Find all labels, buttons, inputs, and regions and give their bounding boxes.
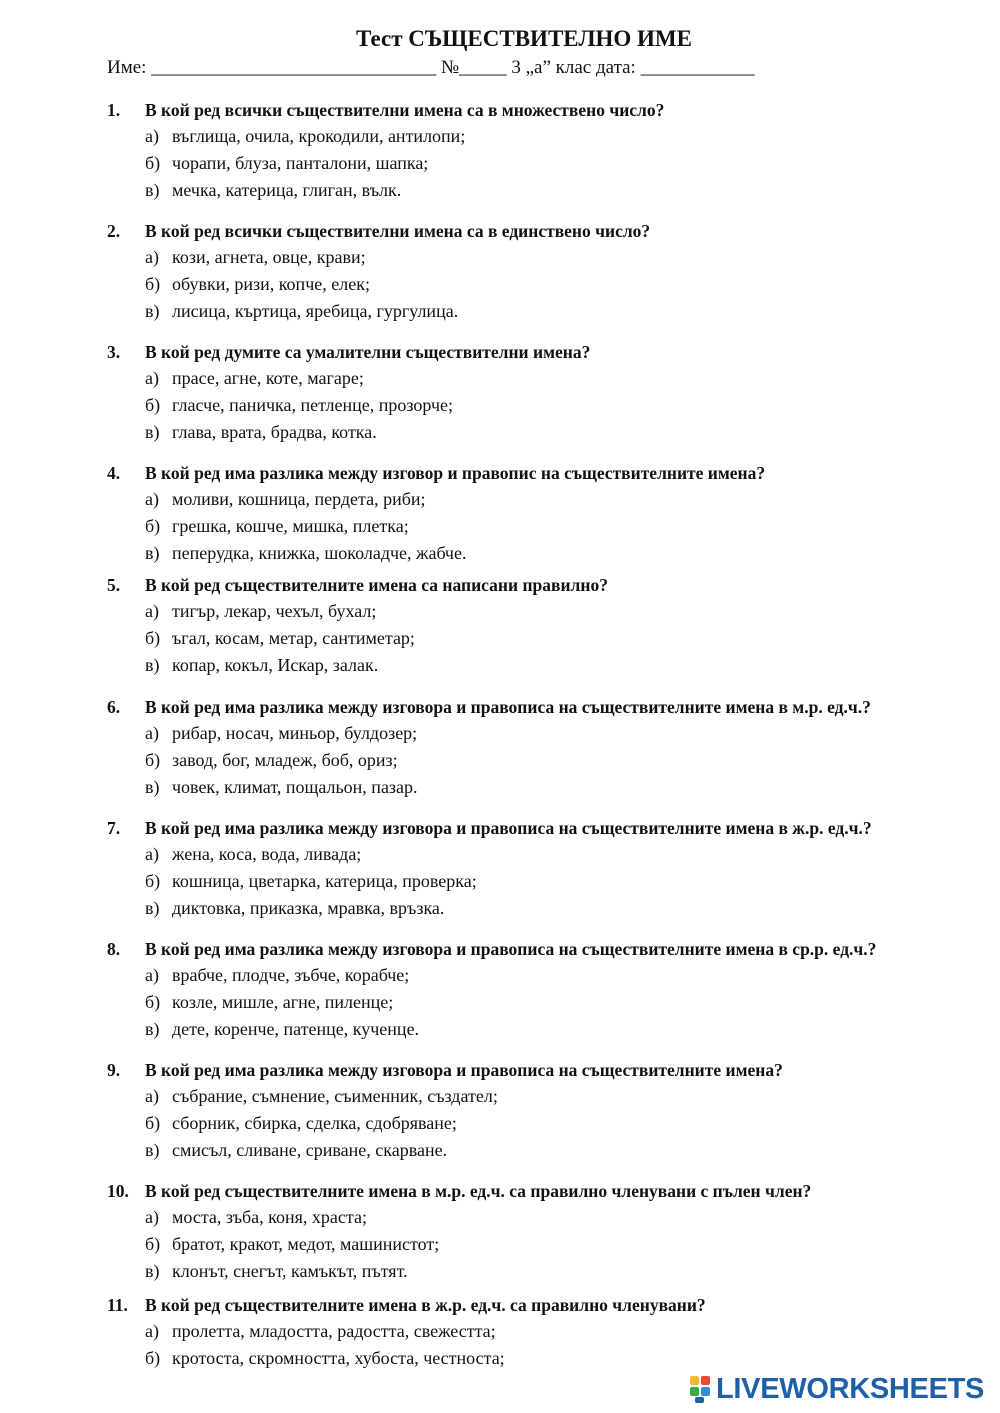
answer-option[interactable] bbox=[145, 895, 987, 922]
answer-option[interactable] bbox=[145, 1345, 987, 1372]
answer-option-text: човек, климат, пощальон, пазар. bbox=[172, 777, 418, 797]
answer-option[interactable] bbox=[145, 747, 987, 774]
answer-option-text: диктовка, приказка, мравка, връзка. bbox=[172, 898, 445, 918]
question-text: В кой ред има разлика между изговор и правопис на съществителните имена? bbox=[145, 463, 766, 483]
answer-option-label: б) bbox=[145, 1234, 161, 1254]
question-block bbox=[107, 936, 987, 1043]
question-number: 7. bbox=[107, 818, 121, 838]
answer-option-text: смисъл, сливане, сриване, скарване. bbox=[172, 1140, 448, 1160]
answer-option-text: врабче, плодче, зъбче, корабче; bbox=[172, 965, 410, 985]
answer-option[interactable] bbox=[145, 365, 987, 392]
answer-option-label: в) bbox=[145, 777, 160, 797]
question-text: В кой ред думите са умалителни съществителни имена? bbox=[145, 342, 591, 362]
answer-option[interactable] bbox=[145, 720, 987, 747]
answer-option-label: б) bbox=[145, 871, 161, 891]
answer-option-label: в) bbox=[145, 1261, 160, 1281]
question-text: В кой ред съществителните имена в ж.р. ед.ч. са правилно членувани? bbox=[145, 1295, 706, 1315]
answer-option-text: обувки, ризи, копче, елек; bbox=[172, 274, 370, 294]
question-heading bbox=[107, 218, 987, 244]
answer-option-label: а) bbox=[145, 247, 159, 267]
answer-option[interactable] bbox=[145, 1258, 987, 1285]
question-block bbox=[107, 1057, 987, 1164]
answer-option[interactable] bbox=[145, 1231, 987, 1258]
answer-option-label: в) bbox=[145, 655, 160, 675]
answer-option-label: а) bbox=[145, 126, 159, 146]
answer-option-text: мечка, катерица, глиган, вълк. bbox=[172, 180, 402, 200]
answer-option[interactable] bbox=[145, 540, 987, 567]
answer-option[interactable] bbox=[145, 625, 987, 652]
answer-option-label: а) bbox=[145, 1086, 159, 1106]
question-block bbox=[107, 572, 987, 679]
question-heading bbox=[107, 572, 987, 598]
answer-option-label: а) bbox=[145, 1321, 159, 1341]
answer-option-label: б) bbox=[145, 750, 161, 770]
question-text: В кой ред съществителните имена в м.р. ед.ч. са правилно членувани с пълен член? bbox=[145, 1181, 812, 1201]
liveworksheets-mark-icon bbox=[690, 1374, 712, 1404]
answer-option[interactable] bbox=[145, 513, 987, 540]
answer-option-label: а) bbox=[145, 489, 159, 509]
answer-option-text: лисица, къртица, яребица, гургулица. bbox=[172, 301, 459, 321]
answer-option[interactable] bbox=[145, 1318, 987, 1345]
answer-option-label: в) bbox=[145, 1140, 160, 1160]
answer-option-label: б) bbox=[145, 153, 161, 173]
question-number: 4. bbox=[107, 463, 121, 483]
answer-option-text: гласче, паничка, петленце, прозорче; bbox=[172, 395, 454, 415]
answer-option-text: завод, бог, младеж, боб, ориз; bbox=[172, 750, 398, 770]
student-info-line: Име: ______________________________ №_____ 3 „а” клас дата: ____________ bbox=[107, 57, 755, 78]
answer-option-text: прасе, агне, коте, магаре; bbox=[172, 368, 364, 388]
answer-option[interactable] bbox=[145, 1204, 987, 1231]
answer-option-text: кротоста, скромността, хубоста, честноста; bbox=[172, 1348, 505, 1368]
question-text: В кой ред има разлика между изговора и правописа на съществителните имена в ж.р. ед.ч.? bbox=[145, 818, 872, 838]
question-number: 1. bbox=[107, 100, 121, 120]
answer-option[interactable] bbox=[145, 868, 987, 895]
liveworksheets-wordmark: LIVEWORKSHEETS bbox=[716, 1372, 985, 1405]
question-number: 9. bbox=[107, 1060, 121, 1080]
question-heading bbox=[107, 1292, 987, 1318]
answer-option-label: в) bbox=[145, 898, 160, 918]
question-block bbox=[107, 460, 987, 567]
question-block bbox=[107, 815, 987, 922]
answer-option-label: б) bbox=[145, 516, 161, 536]
answer-option-label: б) bbox=[145, 274, 161, 294]
question-block bbox=[107, 1292, 987, 1372]
answer-option-text: моливи, кошница, пердета, риби; bbox=[172, 489, 426, 509]
question-number: 8. bbox=[107, 939, 121, 959]
answer-option[interactable] bbox=[145, 598, 987, 625]
answer-option[interactable] bbox=[145, 486, 987, 513]
answer-option-text: дете, коренче, патенце, кученце. bbox=[172, 1019, 420, 1039]
question-text: В кой ред всички съществителни имена са в единствено число? bbox=[145, 221, 651, 241]
answer-option-label: а) bbox=[145, 368, 159, 388]
answer-option-text: въглища, очила, крокодили, антилопи; bbox=[172, 126, 466, 146]
question-heading bbox=[107, 694, 987, 720]
answer-option[interactable] bbox=[145, 1110, 987, 1137]
answer-option-label: а) bbox=[145, 723, 159, 743]
answer-option[interactable] bbox=[145, 150, 987, 177]
question-block bbox=[107, 694, 987, 801]
answer-option[interactable] bbox=[145, 271, 987, 298]
question-block bbox=[107, 339, 987, 446]
answer-option[interactable] bbox=[145, 652, 987, 679]
answer-option-text: моста, зъба, коня, храста; bbox=[172, 1207, 367, 1227]
question-number: 5. bbox=[107, 575, 121, 595]
answer-option-label: в) bbox=[145, 301, 160, 321]
answer-option[interactable] bbox=[145, 298, 987, 325]
answer-option-text: глава, врата, брадва, котка. bbox=[172, 422, 377, 442]
question-heading bbox=[107, 815, 987, 841]
question-block bbox=[107, 97, 987, 204]
answer-option-text: жена, коса, вода, ливада; bbox=[172, 844, 362, 864]
answer-option-text: чорапи, блуза, панталони, шапка; bbox=[172, 153, 429, 173]
answer-option-label: б) bbox=[145, 1113, 161, 1133]
question-heading bbox=[107, 1057, 987, 1083]
answer-option-label: б) bbox=[145, 628, 161, 648]
answer-option-label: а) bbox=[145, 844, 159, 864]
answer-option[interactable] bbox=[145, 841, 987, 868]
question-heading bbox=[107, 460, 987, 486]
answer-option-text: тигър, лекар, чехъл, бухал; bbox=[172, 601, 377, 621]
answer-option[interactable] bbox=[145, 1083, 987, 1110]
question-heading bbox=[107, 936, 987, 962]
answer-option[interactable] bbox=[145, 244, 987, 271]
question-block bbox=[107, 218, 987, 325]
answer-option-label: в) bbox=[145, 543, 160, 563]
question-block bbox=[107, 1178, 987, 1285]
question-text: В кой ред всички съществителни имена са в множествено число? bbox=[145, 100, 665, 120]
question-heading bbox=[107, 97, 987, 123]
answer-option-text: ъгал, косам, метар, сантиметар; bbox=[172, 628, 415, 648]
question-heading bbox=[107, 1178, 987, 1204]
answer-option-label: б) bbox=[145, 395, 161, 415]
page-title: Тест СЪЩЕСТВИТЕЛНО ИМЕ bbox=[356, 26, 692, 51]
question-heading bbox=[107, 339, 987, 365]
answer-option-text: братот, кракот, медот, машинистот; bbox=[172, 1234, 440, 1254]
question-number: 2. bbox=[107, 221, 121, 241]
answer-option-text: козле, мишле, агне, пиленце; bbox=[172, 992, 394, 1012]
question-text: В кой ред има разлика между изговора и правописа на съществителните имена в ср.р. ед.ч.? bbox=[145, 939, 877, 959]
answer-option-label: а) bbox=[145, 601, 159, 621]
answer-option-text: сборник, сбирка, сделка, сдобряване; bbox=[172, 1113, 457, 1133]
answer-option-label: в) bbox=[145, 180, 160, 200]
answer-option-text: пеперудка, книжка, шоколадче, жабче. bbox=[172, 543, 467, 563]
answer-option-text: грешка, кошче, мишка, плетка; bbox=[172, 516, 409, 536]
answer-option[interactable] bbox=[145, 962, 987, 989]
question-number: 10. bbox=[107, 1181, 129, 1201]
answer-option-text: пролетта, младостта, радостта, свежестта; bbox=[172, 1321, 496, 1341]
answer-option[interactable] bbox=[145, 1016, 987, 1043]
answer-option-label: в) bbox=[145, 1019, 160, 1039]
answer-option[interactable] bbox=[145, 989, 987, 1016]
answer-option[interactable] bbox=[145, 774, 987, 801]
answer-option-text: кози, агнета, овце, крави; bbox=[172, 247, 366, 267]
answer-option[interactable] bbox=[145, 419, 987, 446]
answer-option-label: б) bbox=[145, 1348, 161, 1368]
question-text: В кой ред има разлика между изговора и правописа на съществителните имена в м.р. ед.ч.? bbox=[145, 697, 871, 717]
answer-option[interactable] bbox=[145, 123, 987, 150]
answer-option[interactable] bbox=[145, 177, 987, 204]
answer-option-text: клонът, снегът, камъкът, пътят. bbox=[172, 1261, 408, 1281]
answer-option-text: кошница, цветарка, катерица, проверка; bbox=[172, 871, 477, 891]
answer-option[interactable] bbox=[145, 392, 987, 419]
answer-option-text: копар, кокъл, Искар, залак. bbox=[172, 655, 379, 675]
answer-option-label: а) bbox=[145, 1207, 159, 1227]
answer-option[interactable] bbox=[145, 1137, 987, 1164]
answer-option-label: в) bbox=[145, 422, 160, 442]
answer-option-text: рибар, носач, миньор, булдозер; bbox=[172, 723, 418, 743]
answer-option-label: а) bbox=[145, 965, 159, 985]
liveworksheets-logo bbox=[690, 1372, 984, 1406]
question-text: В кой ред има разлика между изговора и правописа на съществителните имена? bbox=[145, 1060, 783, 1080]
answer-option-label: б) bbox=[145, 992, 161, 1012]
question-text: В кой ред съществителните имена са написани правилно? bbox=[145, 575, 608, 595]
question-number: 6. bbox=[107, 697, 121, 717]
answer-option-text: събрание, съмнение, съименник, създател; bbox=[172, 1086, 498, 1106]
question-number: 3. bbox=[107, 342, 121, 362]
question-number: 11. bbox=[107, 1295, 128, 1315]
